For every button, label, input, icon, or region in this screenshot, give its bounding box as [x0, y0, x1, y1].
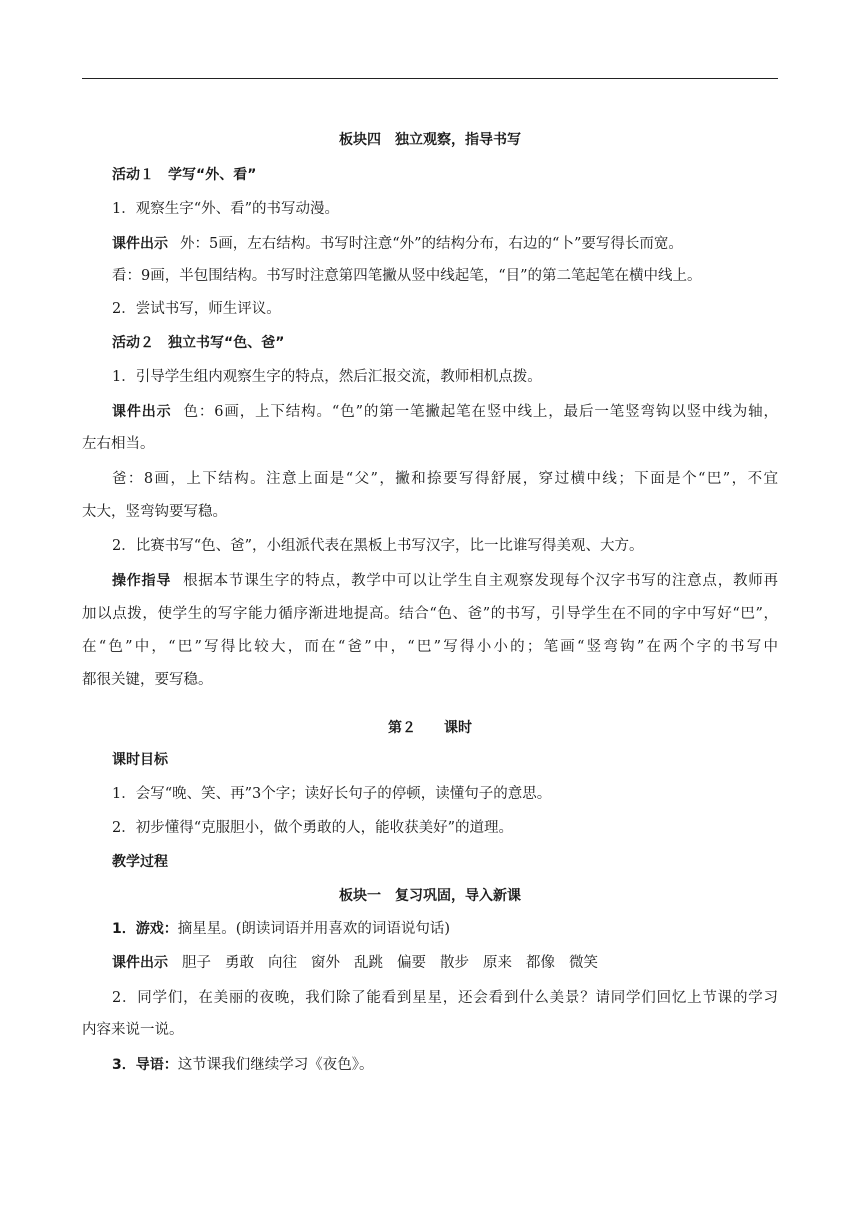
word-item: 微笑	[569, 955, 598, 971]
paragraph: 2．尝试书写，师生评议。	[112, 301, 281, 317]
paragraph: 1．引导学生组内观察生字的特点，然后汇报交流，教师相机点拨。	[112, 369, 542, 385]
paragraph: 1．会写“晚、笑、再”3个字；读好长句子的停顿，读懂句子的意思。	[112, 786, 552, 802]
lesson-heading: 第２ 课时	[388, 720, 472, 736]
guide-paragraph	[112, 571, 778, 591]
guide-text: 根据本节课生字的特点，教学中可以让学生自主观察发现每个汉字书写的注意点，教师再	[183, 573, 779, 589]
paragraph	[112, 1055, 778, 1075]
word-item: 偏要	[397, 955, 426, 971]
courseware-label: 课件出示	[112, 236, 168, 252]
guide-label: 操作指导	[112, 573, 172, 589]
step-text: 摘星星。(朗读词语并用喜欢的词语说句话)	[177, 921, 451, 937]
step-label: 3．导语：	[112, 1057, 178, 1073]
word-item: 窗外	[311, 955, 340, 971]
word-item: 都像	[526, 955, 555, 971]
courseware-label: 课件出示	[112, 955, 168, 971]
paragraph: 1．观察生字“外、看”的书写动漫。	[112, 201, 340, 217]
section-heading: 板块四 独立观察，指导书写	[339, 132, 521, 148]
courseware-label: 课件出示	[112, 404, 172, 420]
word-item: 散步	[440, 955, 469, 971]
word-item: 乱跳	[354, 955, 383, 971]
activity-title: 活动２ 独立书写“色、爸”	[112, 335, 285, 351]
courseware-text: 外：5画，左右结构。书写时注意“外”的结构分布，右边的“卜”要写得长而宽。	[180, 236, 683, 252]
activity-title: 活动１ 学写“外、看”	[112, 167, 257, 183]
paragraph-continuation: 左右相当。	[82, 436, 155, 452]
paragraph-continuation: 在“色”中，“巴”写得比较大，而在“爸”中，“巴”写得小小的；笔画“竖弯钩”在两个字的书写中	[82, 639, 778, 655]
section-heading: 板块一 复习巩固，导入新课	[339, 888, 521, 904]
paragraph-continuation: 加以点拨，使学生的写字能力循序渐进地提高。结合“色、爸”的书写，引导学生在不同的字中写好“巴”，	[82, 606, 778, 622]
paragraph	[112, 919, 778, 939]
word-item: 胆子	[182, 955, 211, 971]
goal-title: 课时目标	[112, 752, 168, 768]
step-label: 1．游戏：	[112, 921, 178, 937]
paragraph: 2．同学们，在美丽的夜晚，我们除了能看到星星，还会看到什么美景？请同学们回忆上节课的学习	[112, 990, 778, 1006]
process-title: 教学过程	[112, 854, 168, 870]
header-rule	[82, 78, 778, 79]
word-item: 向往	[268, 955, 297, 971]
step-text: 这节课我们继续学习《夜色》。	[177, 1057, 374, 1073]
paragraph: 2．初步懂得“克服胆小，做个勇敢的人，能收获美好”的道理。	[112, 820, 514, 836]
courseware-paragraph	[112, 402, 778, 422]
paragraph-continuation: 太大，竖弯钩要写稳。	[82, 504, 227, 520]
paragraph-continuation: 都很关键，要写稳。	[82, 672, 213, 688]
word-item: 原来	[483, 955, 512, 971]
courseware-text: 色：6画，上下结构。“色”的第一笔撇起笔在竖中线上，最后一笔竖弯钩以竖中线为轴，	[183, 404, 778, 420]
paragraph: 爸：8画，上下结构。注意上面是“父”，撇和捺要写得舒展，穿过横中线；下面是个“巴”，不宜	[112, 471, 778, 487]
paragraph: 2．比赛书写“色、爸”，小组派代表在黑板上书写汉字，比一比谁写得美观、大方。	[112, 538, 644, 554]
word-item: 勇敢	[225, 955, 254, 971]
paragraph-continuation: 内容来说一说。	[82, 1022, 184, 1038]
courseware-paragraph	[112, 953, 778, 973]
courseware-paragraph	[112, 234, 778, 254]
paragraph: 看：9画，半包围结构。书写时注意第四笔撇从竖中线起笔，“目”的第二笔起笔在横中线上。	[112, 268, 702, 284]
